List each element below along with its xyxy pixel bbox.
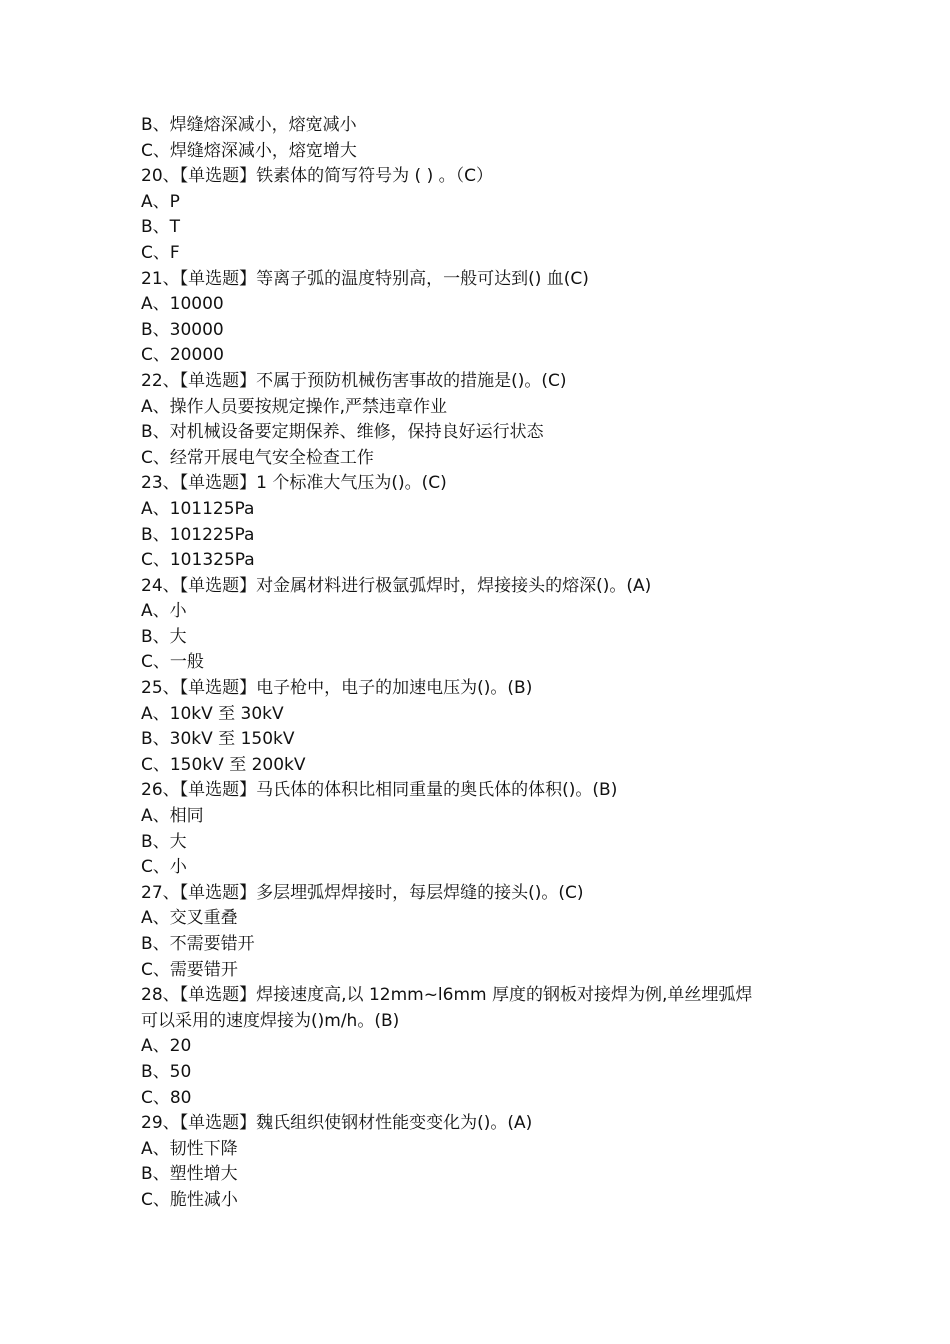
text-line: A、操作人员要按规定操作,严禁违章作业 [141, 396, 448, 417]
text-line: B、塑性增大 [141, 1164, 238, 1185]
text-line: C、150kV 至 200kV [141, 754, 306, 775]
text-line: A、20 [141, 1036, 192, 1057]
text-line: B、30000 [141, 319, 224, 340]
text-line: A、交叉重叠 [141, 908, 238, 929]
text-line: 21、【单选题】等离子弧的温度特别高，一般可达到() 血(C) [141, 268, 589, 289]
text-line: C、一般 [141, 652, 204, 673]
text-line: A、10kV 至 30kV [141, 703, 284, 724]
text-line: C、需要错开 [141, 959, 238, 980]
text-line: B、50 [141, 1061, 192, 1082]
text-line: A、10000 [141, 294, 224, 315]
text-line: B、对机械设备要定期保养、维修，保持良好运行状态 [141, 422, 544, 443]
text-line: 29、【单选题】魏氏组织使钢材性能变变化为()。(A) [141, 1113, 533, 1134]
text-line: B、大 [141, 626, 187, 647]
text-line: 23、【单选题】1 个标准大气压为()。(C) [141, 473, 447, 494]
text-line: C、小 [141, 857, 187, 878]
text-line: B、30kV 至 150kV [141, 729, 295, 750]
text-line: C、80 [141, 1087, 192, 1108]
text-line: A、P [141, 191, 180, 212]
text-line: 26、【单选题】马氏体的体积比相同重量的奥氏体的体积()。(B) [141, 780, 618, 801]
text-line: B、大 [141, 831, 187, 852]
text-line: C、经常开展电气安全检查工作 [141, 447, 374, 468]
text-line: B、T [141, 217, 181, 238]
text-line: A、韧性下降 [141, 1138, 238, 1159]
text-line: B、焊缝熔深减小，熔宽减小 [141, 115, 357, 135]
text-line: B、不需要错开 [141, 934, 255, 954]
text-line: C、F [141, 242, 180, 263]
text-line: A、小 [141, 601, 187, 622]
text-line: 20、【单选题】铁素体的简写符号为 ( ) 。（C） [141, 166, 493, 187]
text-line: 22、【单选题】不属于预防机械伤害事故的措施是()。(C) [141, 370, 567, 391]
document-body [141, 113, 821, 1214]
text-line: A、101125Pa [141, 498, 255, 519]
text-line: A、相同 [141, 806, 204, 827]
text-line: C、焊缝熔深减小，熔宽增大 [141, 140, 357, 161]
text-line: C、20000 [141, 345, 224, 366]
text-line: B、101225Pa [141, 524, 255, 545]
text-line: 24、【单选题】对金属材料进行极氩弧焊时，焊接接头的熔深()。(A) [141, 575, 652, 596]
text-line: C、101325Pa [141, 550, 255, 571]
text-line: 25、【单选题】电子枪中，电子的加速电压为()。(B) [141, 678, 533, 699]
text-line: 可以采用的速度焊接为()m/h。(B) [141, 1010, 400, 1031]
text-line: 28、【单选题】焊接速度高,以 12mm~l6mm 厚度的钢板对接焊为例,单丝埋弧焊 [141, 985, 753, 1006]
text-line: C、脆性减小 [141, 1189, 238, 1210]
text-line: 27、【单选题】多层埋弧焊焊接时，每层焊缝的接头()。(C) [141, 882, 584, 903]
